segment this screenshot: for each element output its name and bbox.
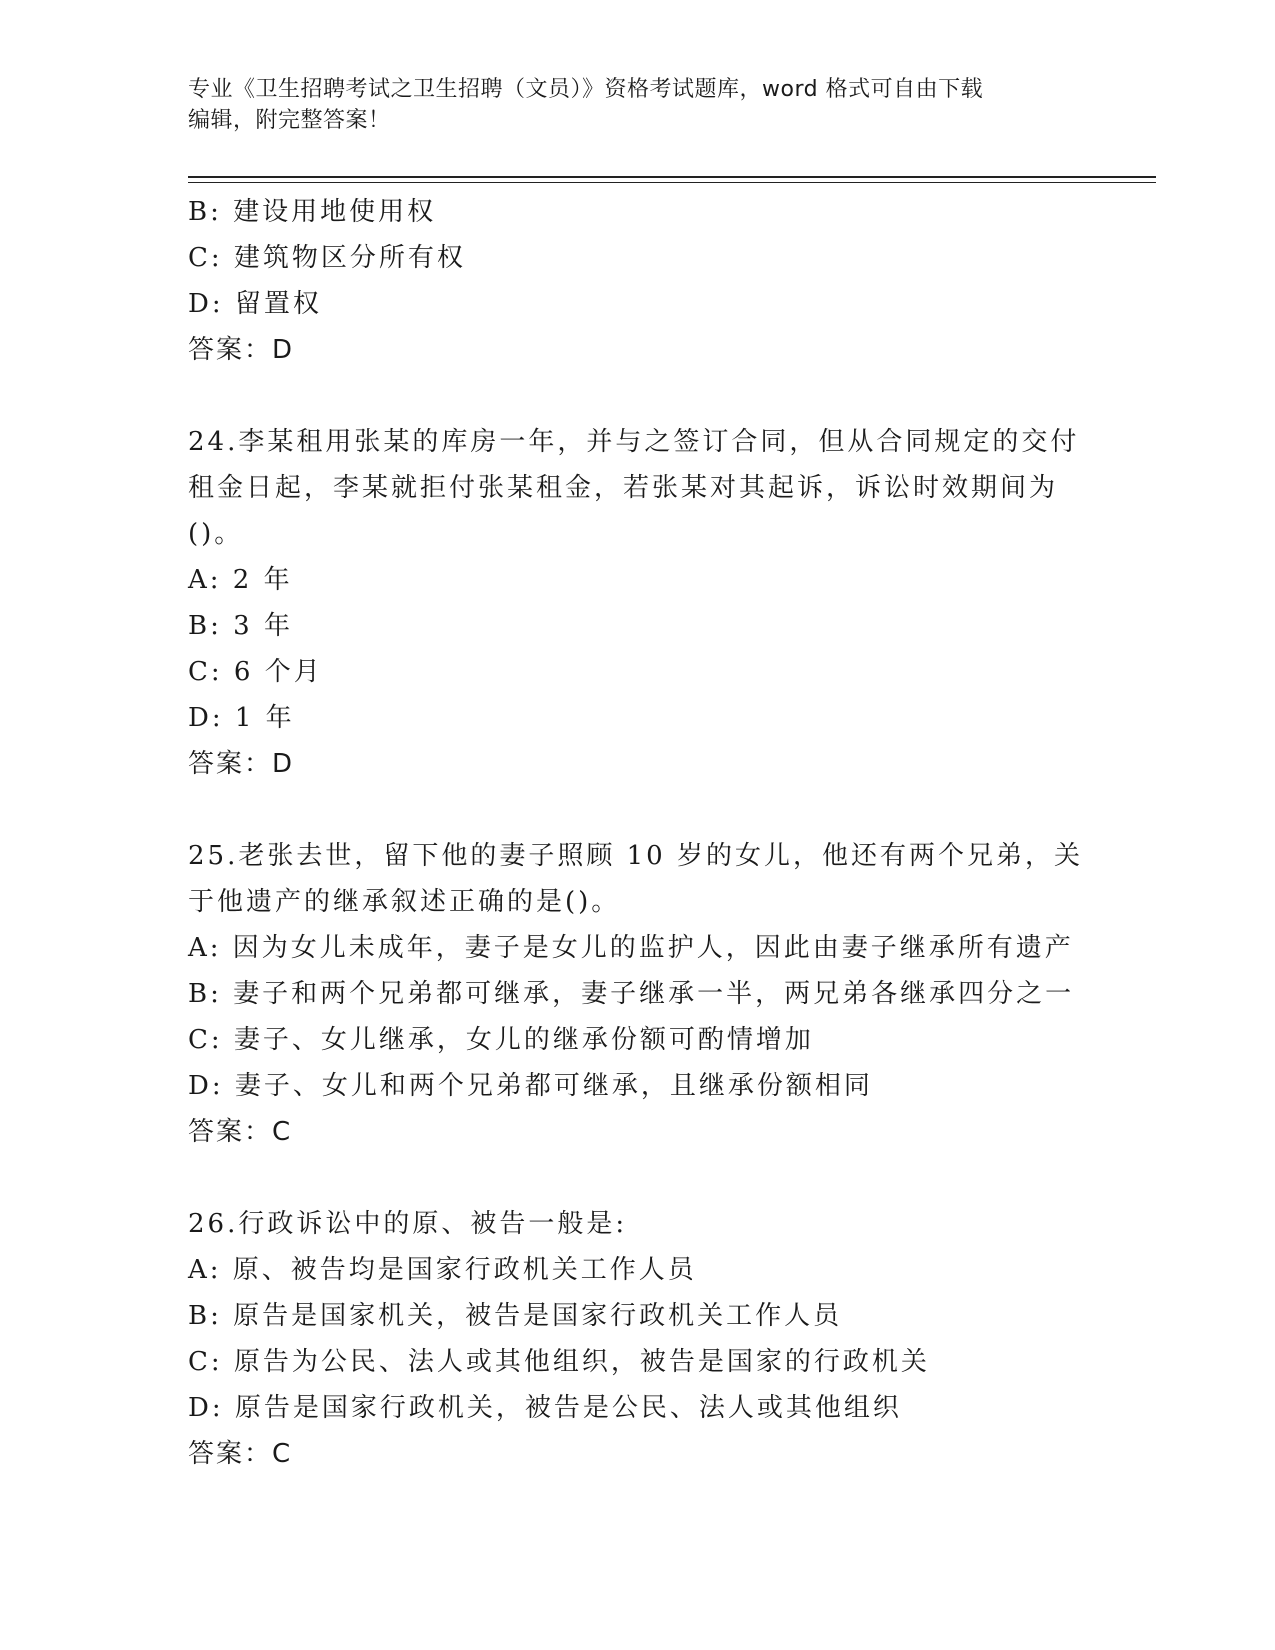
document-header [188,74,1088,136]
question-23 [188,189,1088,373]
header-line-1: 专业《卫生招聘考试之卫生招聘（文员）》资格考试题库，word 格式可自由下载 [188,77,984,102]
option-a: A: 2 年 [188,565,293,595]
question-24 [188,419,1088,787]
answer-line: 答案：C [188,1439,293,1469]
answer-line: 答案：D [188,335,295,365]
question-26 [188,1201,1088,1477]
option-d: D: 留置权 [188,289,322,319]
header-divider-thick [188,176,1156,178]
question-stem-line: 于他遗产的继承叙述正确的是()。 [188,887,621,917]
option-c: C: 建筑物区分所有权 [188,243,466,273]
header-line-2: 编辑，附完整答案！ [188,108,391,133]
question-stem-line: ()。 [188,519,244,549]
option-a: A: 原、被告均是国家行政机关工作人员 [188,1255,697,1285]
question-25 [188,833,1088,1155]
answer-line: 答案：D [188,749,295,779]
answer-line: 答案：C [188,1117,293,1147]
question-stem-line: 25.老张去世，留下他的妻子照顾 10 岁的女儿，他还有两个兄弟，关 [188,841,1083,871]
option-b: B: 妻子和两个兄弟都可继承，妻子继承一半，两兄弟各继承四分之一 [188,979,1075,1009]
option-d: D: 1 年 [188,703,295,733]
spacer [188,787,1088,833]
option-c: C: 妻子、女儿继承，女儿的继承份额可酌情增加 [188,1025,814,1055]
header-divider-thin [188,182,1156,183]
question-stem-line: 24.李某租用张某的库房一年，并与之签订合同，但从合同规定的交付 [188,427,1080,457]
question-stem-line: 26.行政诉讼中的原、被告一般是: [188,1209,628,1239]
option-d: D: 妻子、女儿和两个兄弟都可继承，且继承份额相同 [188,1071,873,1101]
spacer [188,373,1088,419]
option-b: B: 建设用地使用权 [188,197,437,227]
option-b: B: 原告是国家机关，被告是国家行政机关工作人员 [188,1301,843,1331]
question-list [188,189,1088,1477]
option-b: B: 3 年 [188,611,293,641]
question-stem-line: 租金日起，李某就拒付张某租金，若张某对其起诉，诉讼时效期间为 [188,473,1059,503]
option-a: A: 因为女儿未成年，妻子是女儿的监护人，因此由妻子继承所有遗产 [188,933,1074,963]
option-c: C: 原告为公民、法人或其他组织，被告是国家的行政机关 [188,1347,930,1377]
option-c: C: 6 个月 [188,657,323,687]
option-d: D: 原告是国家行政机关，被告是公民、法人或其他组织 [188,1393,902,1423]
spacer [188,1155,1088,1201]
